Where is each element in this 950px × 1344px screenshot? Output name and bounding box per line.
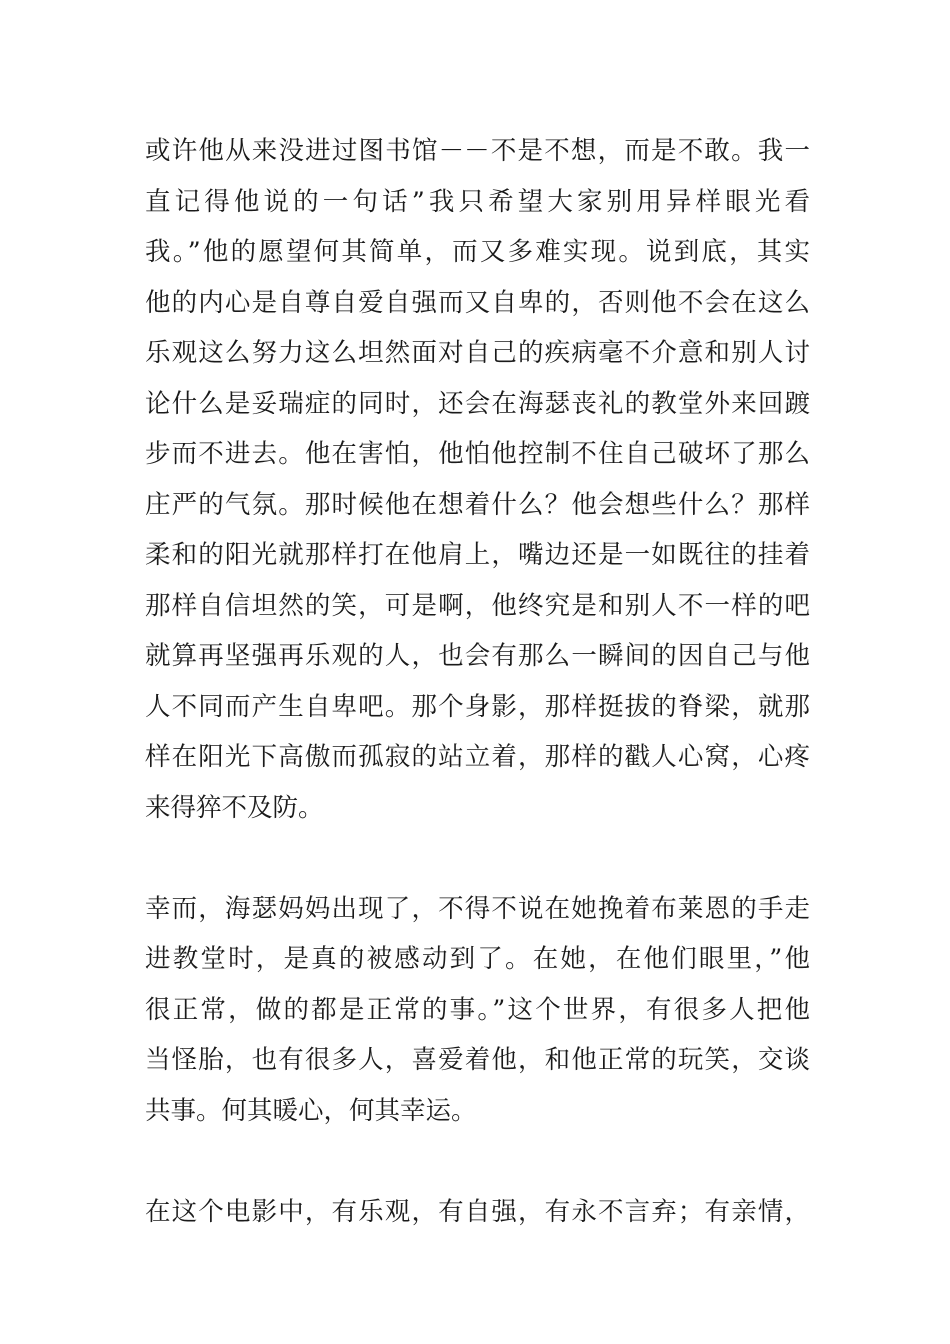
text-line: 直记得他说的一句话”我只希望大家别用异样眼光看 — [145, 186, 810, 217]
paragraph-spacer — [145, 1136, 810, 1187]
text-line: 在这个电影中，有乐观，有自强，有永不言弃；有亲情， — [145, 1196, 810, 1227]
text-line: 论什么是妥瑞症的同时，还会在海瑟丧礼的教堂外来回踱 — [145, 388, 810, 419]
text-line: 庄严的气氛。那时候他在想着什么？他会想些什么？那样 — [145, 489, 810, 520]
text-line: 进教堂时，是真的被感动到了。在她，在他们眼里，”他 — [145, 944, 810, 974]
text-line: 来得猝不及防。 — [145, 792, 324, 823]
text-line: 他的内心是自尊自爱自强而又自卑的，否则他不会在这么 — [145, 287, 810, 318]
text-line: 就算再坚强再乐观的人，也会有那么一瞬间的因自己与他 — [145, 641, 810, 671]
text-line: 我。”他的愿望何其简单，而又多难实现。说到底，其实 — [145, 237, 810, 267]
text-line: 步而不进去。他在害怕，他怕他控制不住自己破坏了那么 — [145, 439, 810, 469]
paragraph-spacer — [145, 833, 810, 884]
text-line: 乐观这么努力这么坦然面对自己的疾病毫不介意和别人讨 — [145, 338, 810, 368]
text-line: 样在阳光下高傲而孤寂的站立着，那样的戳人心窝，心疼 — [145, 742, 810, 772]
text-line: 那样自信坦然的笑，可是啊，他终究是和别人不一样的吧 — [145, 590, 810, 621]
text-line: 当怪胎，也有很多人，喜爱着他，和他正常的玩笑，交谈 — [145, 1045, 810, 1075]
text-line: 很正常，做的都是正常的事。”这个世界，有很多人把他 — [145, 994, 810, 1025]
document-body — [145, 126, 810, 1237]
text-line: 柔和的阳光就那样打在他肩上，嘴边还是一如既往的挂着 — [145, 540, 810, 570]
text-line: 或许他从来没进过图书馆－－不是不想，而是不敢。我一 — [145, 136, 810, 166]
paragraph-3 — [145, 1187, 810, 1238]
paragraph-2 — [145, 884, 810, 1137]
paragraph-1 — [145, 126, 810, 833]
text-line: 共事。何其暖心，何其幸运。 — [145, 1095, 477, 1126]
text-line: 幸而，海瑟妈妈出现了，不得不说在她挽着布莱恩的手走 — [145, 893, 810, 924]
text-line: 人不同而产生自卑吧。那个身影，那样挺拔的脊梁，就那 — [145, 691, 810, 722]
